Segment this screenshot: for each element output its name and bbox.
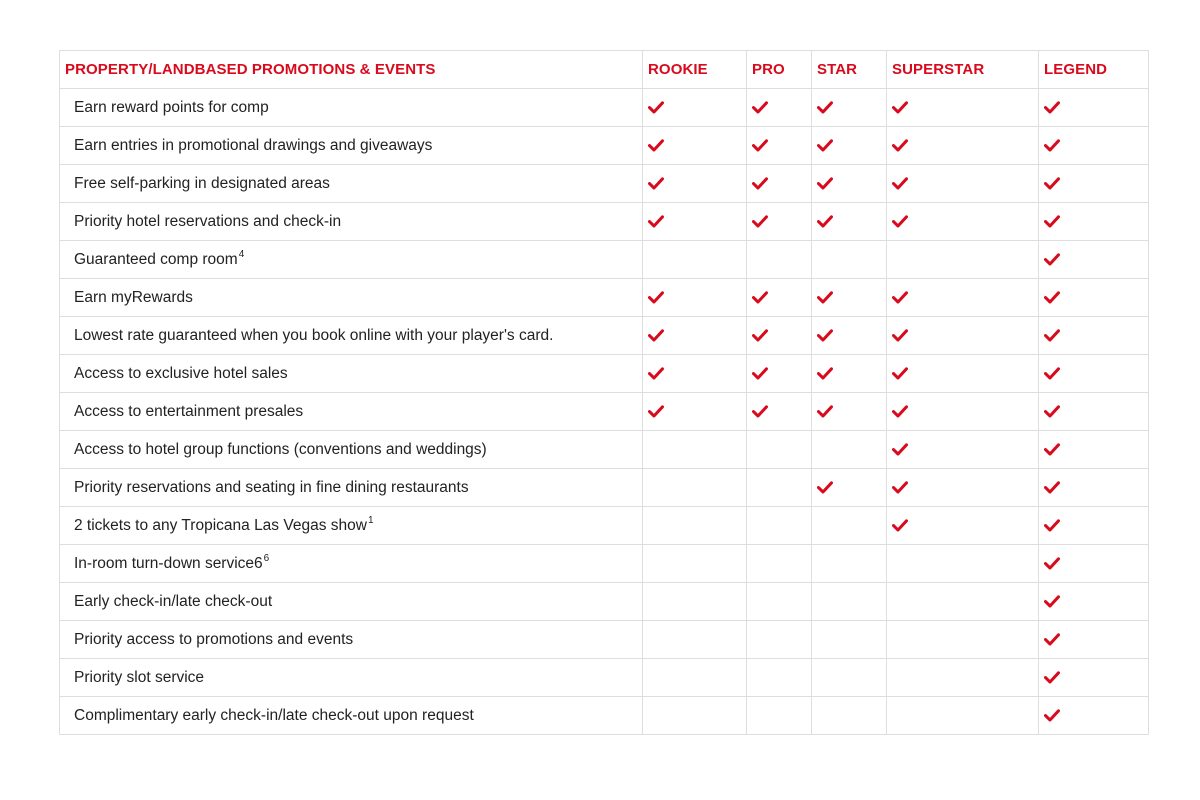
checkmark-icon: [752, 329, 768, 342]
tier-cell-rookie: [643, 583, 747, 621]
checkmark-icon: [1044, 101, 1060, 114]
feature-cell: [60, 393, 643, 431]
checkmark-icon: [1044, 633, 1060, 646]
checkmark-icon: [817, 215, 833, 228]
checkmark-icon: [1044, 367, 1060, 380]
tier-cell-star: [812, 279, 887, 317]
table-row: [60, 545, 1149, 583]
tier-cell-rookie: [643, 241, 747, 279]
table-row: [60, 659, 1149, 697]
feature-label: Earn entries in promotional drawings and giveaways: [74, 136, 433, 154]
checkmark-icon: [752, 291, 768, 304]
feature-label: In-room turn-down service6: [74, 554, 263, 572]
checkmark-icon: [1044, 215, 1060, 228]
tier-cell-star: [812, 241, 887, 279]
tier-cell-legend: [1039, 659, 1149, 697]
feature-label: Priority reservations and seating in fine dining restaurants: [74, 478, 469, 496]
table-header-row: [60, 51, 1149, 89]
checkmark-icon: [817, 139, 833, 152]
tier-cell-legend: [1039, 393, 1149, 431]
feature-label: Earn reward points for comp: [74, 98, 269, 116]
tier-cell-rookie: [643, 697, 747, 735]
checkmark-icon: [648, 329, 664, 342]
tier-cell-superstar: [887, 203, 1039, 241]
tier-cell-pro: [747, 469, 812, 507]
tier-cell-pro: [747, 545, 812, 583]
checkmark-icon: [648, 405, 664, 418]
checkmark-icon: [1044, 405, 1060, 418]
table-row: [60, 317, 1149, 355]
checkmark-icon: [1044, 253, 1060, 266]
tier-cell-superstar: [887, 659, 1039, 697]
checkmark-icon: [892, 215, 908, 228]
tier-cell-star: [812, 507, 887, 545]
tier-cell-pro: [747, 127, 812, 165]
tier-cell-legend: [1039, 241, 1149, 279]
tier-cell-pro: [747, 583, 812, 621]
tier-cell-rookie: [643, 165, 747, 203]
checkmark-icon: [648, 177, 664, 190]
feature-label: Lowest rate guaranteed when you book online with your player's card.: [74, 326, 554, 344]
feature-cell: [60, 507, 643, 545]
tier-cell-rookie: [643, 393, 747, 431]
tier-cell-pro: [747, 165, 812, 203]
tier-header-pro: PRO: [747, 51, 812, 89]
tier-cell-superstar: [887, 127, 1039, 165]
checkmark-icon: [648, 215, 664, 228]
tier-cell-rookie: [643, 317, 747, 355]
footnote-marker: 4: [238, 248, 245, 260]
tier-cell-rookie: [643, 507, 747, 545]
checkmark-icon: [1044, 481, 1060, 494]
feature-cell: [60, 469, 643, 507]
feature-cell: [60, 317, 643, 355]
tier-cell-superstar: [887, 317, 1039, 355]
checkmark-icon: [892, 367, 908, 380]
table-row: [60, 241, 1149, 279]
tier-cell-star: [812, 621, 887, 659]
table-row: [60, 165, 1149, 203]
table-body: [60, 89, 1149, 735]
feature-label: Access to entertainment presales: [74, 402, 304, 420]
feature-label: Access to hotel group functions (conventions and weddings): [74, 440, 487, 458]
feature-label: Priority hotel reservations and check-in: [74, 212, 342, 230]
tier-cell-rookie: [643, 659, 747, 697]
checkmark-icon: [1044, 139, 1060, 152]
tier-cell-star: [812, 355, 887, 393]
feature-column-header: PROPERTY/LANDBASED PROMOTIONS & EVENTS: [60, 51, 643, 89]
tier-cell-superstar: [887, 165, 1039, 203]
checkmark-icon: [892, 291, 908, 304]
feature-cell: [60, 583, 643, 621]
tier-cell-superstar: [887, 279, 1039, 317]
tier-cell-pro: [747, 697, 812, 735]
feature-cell: [60, 545, 643, 583]
tier-cell-pro: [747, 203, 812, 241]
tier-cell-legend: [1039, 431, 1149, 469]
checkmark-icon: [1044, 291, 1060, 304]
tier-cell-pro: [747, 355, 812, 393]
feature-label: Complimentary early check-in/late check-out upon request: [74, 706, 474, 724]
checkmark-icon: [1044, 329, 1060, 342]
checkmark-icon: [752, 177, 768, 190]
tier-cell-superstar: [887, 89, 1039, 127]
feature-label: Priority access to promotions and events: [74, 630, 354, 648]
tier-cell-superstar: [887, 393, 1039, 431]
tier-cell-legend: [1039, 697, 1149, 735]
checkmark-icon: [892, 177, 908, 190]
table-row: [60, 469, 1149, 507]
checkmark-icon: [817, 101, 833, 114]
checkmark-icon: [892, 519, 908, 532]
feature-label: Priority slot service: [74, 668, 205, 686]
tier-cell-star: [812, 317, 887, 355]
checkmark-icon: [892, 405, 908, 418]
checkmark-icon: [892, 481, 908, 494]
tier-cell-rookie: [643, 431, 747, 469]
tier-cell-legend: [1039, 127, 1149, 165]
tier-header-star: STAR: [812, 51, 887, 89]
tier-cell-pro: [747, 89, 812, 127]
checkmark-icon: [817, 405, 833, 418]
tier-cell-superstar: [887, 697, 1039, 735]
tier-cell-superstar: [887, 621, 1039, 659]
feature-label: 2 tickets to any Tropicana Las Vegas show: [74, 516, 367, 534]
tier-cell-legend: [1039, 165, 1149, 203]
tier-cell-star: [812, 89, 887, 127]
tier-cell-pro: [747, 241, 812, 279]
tier-cell-rookie: [643, 621, 747, 659]
tier-benefits-table: [59, 50, 1149, 735]
table-row: [60, 697, 1149, 735]
tier-cell-star: [812, 659, 887, 697]
checkmark-icon: [752, 367, 768, 380]
tier-cell-legend: [1039, 507, 1149, 545]
tier-cell-star: [812, 165, 887, 203]
feature-cell: [60, 203, 643, 241]
tier-cell-star: [812, 203, 887, 241]
tier-cell-superstar: [887, 469, 1039, 507]
table-row: [60, 431, 1149, 469]
feature-cell: [60, 355, 643, 393]
checkmark-icon: [648, 291, 664, 304]
feature-cell: [60, 659, 643, 697]
tier-cell-rookie: [643, 89, 747, 127]
tier-cell-legend: [1039, 89, 1149, 127]
tier-cell-legend: [1039, 317, 1149, 355]
checkmark-icon: [648, 139, 664, 152]
tier-cell-rookie: [643, 203, 747, 241]
tier-cell-legend: [1039, 621, 1149, 659]
checkmark-icon: [1044, 177, 1060, 190]
table-row: [60, 621, 1149, 659]
tier-cell-superstar: [887, 507, 1039, 545]
table-row: [60, 355, 1149, 393]
checkmark-icon: [892, 101, 908, 114]
tier-cell-rookie: [643, 469, 747, 507]
footnote-marker: 1: [367, 514, 374, 526]
checkmark-icon: [817, 329, 833, 342]
feature-label: Access to exclusive hotel sales: [74, 364, 288, 382]
tier-header-rookie: ROOKIE: [643, 51, 747, 89]
checkmark-icon: [817, 367, 833, 380]
checkmark-icon: [817, 481, 833, 494]
tier-cell-star: [812, 431, 887, 469]
tier-cell-pro: [747, 621, 812, 659]
tier-cell-superstar: [887, 431, 1039, 469]
checkmark-icon: [817, 291, 833, 304]
checkmark-icon: [752, 405, 768, 418]
checkmark-icon: [1044, 519, 1060, 532]
checkmark-icon: [1044, 557, 1060, 570]
tier-cell-legend: [1039, 469, 1149, 507]
feature-cell: [60, 621, 643, 659]
feature-label: Early check-in/late check-out: [74, 592, 273, 610]
tier-cell-pro: [747, 659, 812, 697]
tier-cell-superstar: [887, 355, 1039, 393]
tier-header-legend: LEGEND: [1039, 51, 1149, 89]
footnote-marker: 6: [263, 552, 270, 564]
tier-cell-legend: [1039, 583, 1149, 621]
tier-cell-pro: [747, 393, 812, 431]
tier-cell-pro: [747, 507, 812, 545]
feature-cell: [60, 279, 643, 317]
tier-cell-rookie: [643, 545, 747, 583]
feature-cell: [60, 241, 643, 279]
tier-cell-rookie: [643, 279, 747, 317]
checkmark-icon: [752, 101, 768, 114]
tier-cell-legend: [1039, 355, 1149, 393]
checkmark-icon: [1044, 709, 1060, 722]
feature-cell: [60, 431, 643, 469]
checkmark-icon: [648, 101, 664, 114]
table-row: [60, 393, 1149, 431]
feature-cell: [60, 697, 643, 735]
checkmark-icon: [1044, 671, 1060, 684]
tier-cell-legend: [1039, 545, 1149, 583]
feature-cell: [60, 89, 643, 127]
table-row: [60, 89, 1149, 127]
tier-cell-star: [812, 127, 887, 165]
checkmark-icon: [892, 443, 908, 456]
tier-cell-superstar: [887, 545, 1039, 583]
table-row: [60, 507, 1149, 545]
checkmark-icon: [817, 177, 833, 190]
tier-cell-legend: [1039, 203, 1149, 241]
tier-cell-star: [812, 545, 887, 583]
feature-label: Free self-parking in designated areas: [74, 174, 330, 192]
tier-cell-star: [812, 697, 887, 735]
checkmark-icon: [752, 139, 768, 152]
table-row: [60, 279, 1149, 317]
checkmark-icon: [892, 329, 908, 342]
feature-label: Guaranteed comp room: [74, 250, 238, 268]
tier-cell-superstar: [887, 241, 1039, 279]
tier-cell-rookie: [643, 127, 747, 165]
checkmark-icon: [1044, 595, 1060, 608]
table-row: [60, 203, 1149, 241]
table-row: [60, 127, 1149, 165]
checkmark-icon: [892, 139, 908, 152]
tier-cell-pro: [747, 431, 812, 469]
tier-cell-star: [812, 469, 887, 507]
tier-cell-rookie: [643, 355, 747, 393]
checkmark-icon: [752, 215, 768, 228]
benefits-table-container: [59, 50, 1149, 735]
table-row: [60, 583, 1149, 621]
tier-header-superstar: SUPERSTAR: [887, 51, 1039, 89]
feature-label: Earn myRewards: [74, 288, 193, 306]
tier-cell-star: [812, 393, 887, 431]
tier-cell-star: [812, 583, 887, 621]
feature-cell: [60, 127, 643, 165]
checkmark-icon: [648, 367, 664, 380]
feature-cell: [60, 165, 643, 203]
tier-cell-superstar: [887, 583, 1039, 621]
tier-cell-pro: [747, 317, 812, 355]
tier-cell-pro: [747, 279, 812, 317]
checkmark-icon: [1044, 443, 1060, 456]
tier-cell-legend: [1039, 279, 1149, 317]
